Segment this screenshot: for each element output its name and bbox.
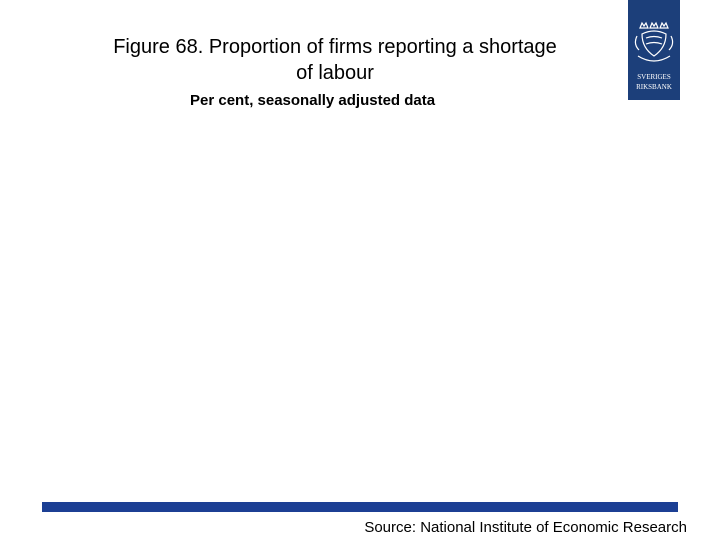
page-subtitle: Per cent, seasonally adjusted data xyxy=(190,92,436,109)
source-note: Source: National Institute of Economic Research xyxy=(364,519,687,536)
logo-text-line-1: SVERIGES xyxy=(637,73,671,81)
page-title xyxy=(30,34,640,86)
logo-text-line-2: RIKSBANK xyxy=(636,83,672,91)
footer-divider-bar xyxy=(42,502,678,512)
riksbank-logo-icon xyxy=(628,0,680,100)
page-title-line-1: Figure 68. Proportion of firms reporting a shortage xyxy=(113,36,557,58)
page-title-line-2: of labour xyxy=(296,62,374,84)
